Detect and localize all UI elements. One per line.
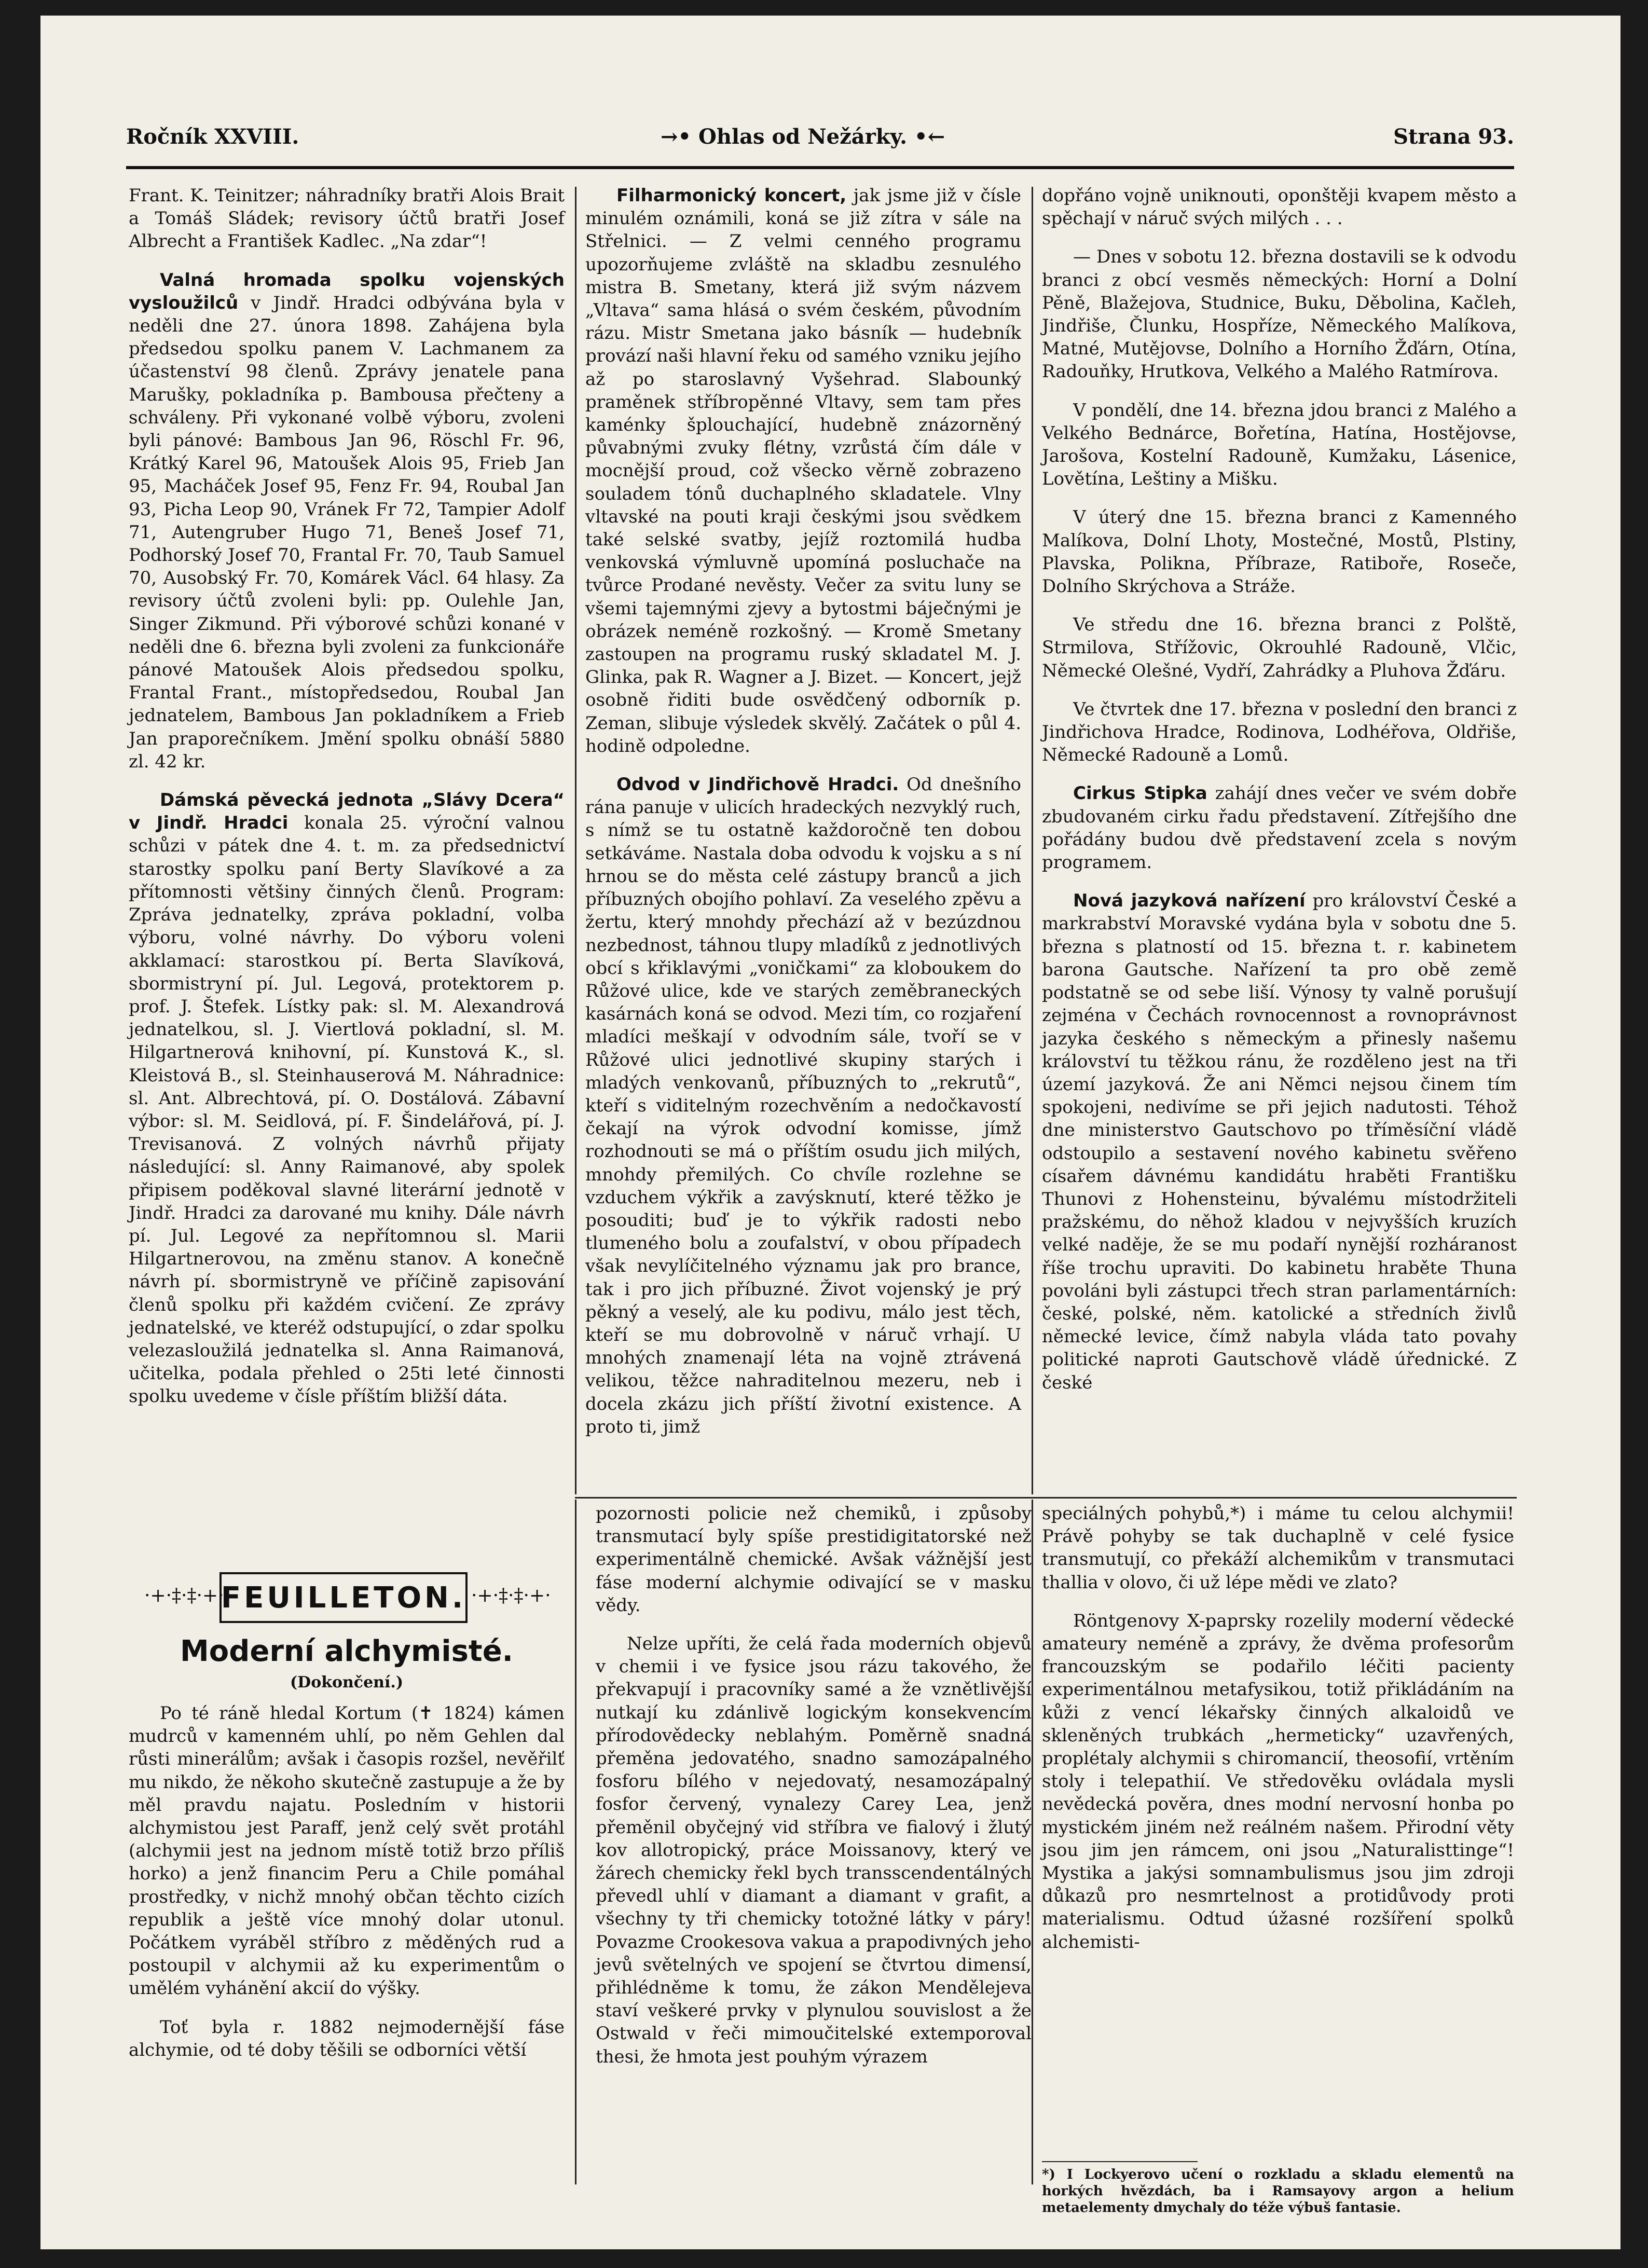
page-number: Strana 93. — [1393, 125, 1514, 149]
feuilleton-banner — [144, 1562, 551, 1629]
article-text: zahájí dnes večer ve svém dobře zbudovaném cirku řadu představení. Zítřejšího dne pořádány budou dvě představení zcela s novým programem. — [1042, 783, 1517, 873]
paragraph: Ve čtvrtek dne 17. března v poslední den branci z Jindřichova Hradce, Rodinova, Lodhéřova, Oldřiše, Německé Radouně a Lomů. — [1042, 698, 1517, 766]
header-rule — [126, 166, 1514, 169]
ornament-right: ·+·‡·‡·+· — [471, 1585, 551, 1606]
footnote: *) I Lockyerovo učení o rozkladu a skladu elementů na horkých hvězdách, ba i Ramsayovy argon a helium metaelementy dmychaly do téže výbuš fantasie. — [1042, 2167, 1514, 2216]
article-heading: Filharmonický koncert, — [616, 185, 847, 206]
column-divider — [1032, 1500, 1033, 2184]
paragraph: V úterý dne 15. března branci z Kamenného Malíkova, Dolní Lhoty, Mostečné, Mostů, Plstiny, Plavska, Polikna, Příbraze, Ratiboře, Roseče, Dolního Skrýchova a Stráže. — [1042, 507, 1517, 597]
column-divider — [575, 1500, 576, 2184]
article-text: v Jindř. Hradci odbývána byla v neděli dne 27. února 1898. Zahájena byla předsedou spolku panem V. Lachmanem za účastenství 98 členů. Zprávy jenatele pana Marušky, pokladníka p. Bambousa přečteny a schváleny. Při vykonané volbě výboru, zvoleni byli pánové: Bambous Jan 96, Röschl Fr. 96, Krátký Karel 96, Matoušek Alois 95, Frieb Jan 95, Macháček Josef 95, Fenz Fr. 94, Roubal Jan 93, Picha Leop 90, Vránek Fr 72, Tampier Adolf 71, Autengruber Hugo 71, Beneš Josef 71, Podhorský Josef 70, Frantal Fr. 70, Taub Samuel 70, Ausobský Fr. 70, Komárek Václ. 64 hlasy. Za revisory účtů zvoleni byli: pp. Oulehle Jan, Singer Zikmund. Při výborové schůzi konané v neděli dne 6. března byli zvoleni za funkcionáře pánové Matoušek Alois předsedou spolku, Frantal Frant., místopředsedou, Roubal Jan jednatelem, Bambous Jan pokladníkem a Frieb Jan praporečníkem. Jmění spolku obnáší 5880 zl. 42 kr. — [129, 292, 565, 772]
feuilleton-title: Moderní alchymisté. — [180, 1634, 513, 1668]
paragraph — [585, 184, 1021, 758]
masthead-title: →• Ohlas od Nežárky. •← — [661, 125, 945, 149]
section-rule — [575, 1497, 1517, 1499]
article-text: Od dnešního rána panuje v ulicích hradeckých nezvyklý ruch, s nímž se tu ostatně každoročně ten dobou setkáváme. Nastala doba odvodu k vojsku a s ní hrnou se do města celé zástupy branců a jich příbuzných obojího pohlaví. Za veselého zpěvu a žertu, který mnohdy přechází až v bezúzdnou nezbednost, táhnou tlupy mladíků z jednotlivých obcí s křiklavými „voničkami“ za kloboukem do Růžové ulice, kde ve starých zeměbraneckých kasárnách koná se odvod. Mezi tím, co rozjaření mladíci meškají v odvodním sále, tvoří se v Růžové ulici jednotlivé skupiny starých i mladých venkovanů, příbuzných to „rekrutů“, kteří s viditelným rozechvěním a nedočkavostí čekají na výrok odvodní komisse, jímž rozhodnouti se má o příštím osudu jich milých, mnohdy přemilých. Co chvíle rozlehne se vzduchem výkřik a zavýsknutí, které těžko je posouditi; buď je to výkřik radosti nebo tlumeného bolu a zoufalství, v obou případech však nevylíčitelného významu jak pro brance, tak i pro jich příbuzné. Život vojenský je prý pěkný a veselý, ale ku podivu, málo jest těch, kteří se mu dobrovolně v náruč vrhají. U mnohých znamenají léta na vojně ztrávená velikou, těžce nahraditelnou mezeru, neb i docela zkázu jich příští životní existence. A proto ti, jimž — [585, 774, 1022, 1437]
paragraph: dopřáno vojně uniknouti, oponštěji kvapem město a spěchají v náruč svých milých . . . — [1042, 185, 1517, 229]
paragraph — [585, 773, 1021, 1438]
column-divider — [1032, 187, 1033, 1494]
article-text: jak jsme již v čísle minulém oznámili, koná se již zítra v sále na Střelnici. — Z velmi cenného programu upozorňujeme zvláště na skladbu zesnulého mistra B. Smetany, která již svým názvem „Vltava“ sama hlásá o svém českém, původním rázu. Mistr Smetana jako básník — hudebník provází naši hlavní řeku od samého vzniku jejího až po staroslavný Vyšehrad. Slabounký praměnek stříbropěnné Vltavy, sem tam přes kaménky šplouchající, hudebně znázorněný půvabnými zvuky flétny, vzrůstá čím dále v mocnější proud, což všecko věrně zobrazeno souladem tónů duchaplného skladatele. Vlny vltavské na pouti kraji českými jsou svědkem také selské svatby, jejíž roztomilá hudba venkovská výmluvně upomíná posluchače na tvůrce Prodané nevěsty. Večer za svitu luny se všemi tajemnými zjevy a bytostmi báječnými je obrázek neméně rozkošný. — Kromě Smetany zastoupen na programu ruský skladatel M. J. Glinka, pak R. Wagner a J. Bizet. — Koncert, jejž osobně řiditi bude osvědčený odborník p. Zeman, slibuje výsledek skvělý. Začátek o půl 4. hodině odpoledne. — [585, 185, 1021, 757]
running-header — [126, 119, 1514, 161]
article-text: konala 25. výroční valnou schůzi v pátek dne 4. t. m. za předsednictví starostky spolku paní Berty Slavíkové a za přítomnosti většiny činných členů. Program: Zpráva jednatelky, zpráva pokladní, volba výboru, volné návrhy. Do výboru voleni akklamací: starostkou pí. Berta Slavíková, sbormistryní pí. Jul. Legová, protektorem p. prof. J. Štefek. Lístky pak: sl. M. Alexandrová jednatelkou, sl. J. Viertlová pokladní, sl. M. Hilgartnerová knihovní, pí. Kunstová K., sl. Kleistová B., sl. Steinhauserová M. Náhradnice: sl. Ant. Albrechtová, pí. O. Dostálová. Zábavní výbor: sl. M. Seidlová, pí. F. Šindelářová, pí. J. Trevisanová. Z volných návrhů přijaty následující: sl. Anny Raimanové, aby spolek připisem poděkoval slavné literární jednotě v Jindř. Hradci za darované mu knihy. Dále návrh pí. Jul. Legové za nepřítomnou sl. Marii Hilgartnerovou, na změnu stanov. A konečně návrh pí. sbormistryně ve příčině zapisování členů spolku při každém cvičení. Ze zprávy jednatelské, ve kteréž odstupující, o zdar spolku velezasloužilá jednatelka sl. Anna Raimanová, učitelka, podala přehled o 25ti leté činnosti spolku uvedeme v čísle příštím bližší dáta. — [129, 813, 565, 1407]
feuilleton-column-2 — [596, 1502, 1032, 2187]
paragraph — [129, 789, 565, 1408]
paragraph: Ve středu dne 16. března branci z Polště, Strmilova, Střížovic, Okrouhlé Radouně, Vlčic, Německé Olešné, Vydří, Zahrádky a Pluhova Žďáru. — [1042, 614, 1517, 681]
paragraph: Po té ráně hledal Kortum (✝ 1824) kámen mudrců v kamenném uhlí, po něm Gehlen dal růsti minerálům; avšak i časopis rozšel, nevěřilť mu nikdo, že někoho skutečně zastupuje a že by měl pravdu najatu. Posledním v historii alchymistou jest Paraff, jenž celý svět protáhl (alchymii jest na jednom místě totiž brzo příliš horko) a jenž financim Peru a Chile pomáhal prostředky, v nichž mnohý občan těchto cizích republik a ještě více mnohý dolar utonul. Počátkem vyráběl stříbro z měděných rud a postoupil v alchymii až ku experimentům o umělém vyhánění akcií do výšky. — [129, 1703, 565, 1999]
paragraph: speciálných pohybů,*) i máme tu celou alchymii! Právě pohyby se tak duchaplně v celé fysice transmutují, co překáží alchemikům v transmutaci thallia v olovo, či už lépe mědi ve zlato? — [1042, 1503, 1514, 1593]
column-1 — [129, 184, 565, 1407]
paragraph: Frant. K. Teinitzer; náhradníky bratři Alois Brait a Tomáš Sládek; revisory účtů bratři Josef Albrecht a František Kadlec. „Na zdar“! — [129, 185, 565, 252]
paragraph: Toť byla r. 1882 nejmodernější fáse alchymie, od té doby těšili se odborníci větší — [129, 2016, 565, 2060]
article-heading: Cirkus Stipka — [1073, 783, 1207, 804]
article-heading: Odvod v Jindřichově Hradci. — [616, 774, 899, 795]
volume-label: Ročník XXVIII. — [126, 125, 299, 149]
article-heading: Dámská pěvecká jednota „Slávy Dcera“ v Jindř. Hradci — [129, 790, 565, 834]
feuilleton-label: FEUILLETON. — [219, 1572, 468, 1623]
paragraph — [1042, 889, 1517, 1394]
article-heading: Nová jazyková nařízení — [1073, 890, 1306, 912]
ornament-left: ·+·‡·‡·+· — [144, 1585, 224, 1606]
paragraph: V pondělí, dne 14. března jdou branci z Malého a Velkého Bednárce, Bořetína, Hatína, Hostějovse, Jarošova, Kostelní Radouně, Kumžaku, Lásenice, Lovětína, Leštiny a Mišku. — [1042, 400, 1517, 490]
paragraph — [129, 269, 565, 773]
feuilleton-column-3 — [1042, 1502, 1514, 2156]
article-text: pro království České a markrabství Moravské vydána byla v sobotu dne 5. března s platností od 15. března t. r. kabinetem barona Gautsche. Nařízení ta pro obě země podstatně se od sebe liší. Výnosy ty valně porušují zejména v Čechách rovnocennost a rovnoprávnost jazyka českého s německým a přinesly našemu království tu těžkou ránu, že rozděleno jest na tři území jazyková. Že ani Němci nejsou činem tím spokojeni, nedivíme se při jejich nadutosti. Téhož dne ministerstvo Gautschovo po tříměsíční vládě odstoupilo a sestavení nového kabinetu svěřeno císařem dávnému kandidátu hraběti Františku Thunovi z Hohensteinu, bývalému místodržiteli pražskému, do něhož kladou v nejvyšších kruzích velké naděje, že se mu podaří nynější rozháranost říše trochu upraviti. Do kabinetu hraběte Thuna povoláni byli zástupci třech stran parlamentárních: české, polské, něm. katolické a středních živlů německé levice, čímž nabyla vláda tato povahy politické naproti Gautschově vládě úřednické. Z české — [1042, 890, 1517, 1393]
paragraph: Röntgenovy X-paprsky rozelily moderní vědecké amateury neméně a zprávy, že dvěma profesorům francouzským se podařilo léčiti pacienty experimentálnou metafysikou, totiž přikládáním na kůži z vencí lékařsky činných alkaloidů ve skleněných trubkách „hermeticky“ uzavřených, proplétaly alchymii s chiromancií, theosofií, vrtěním stoly i telepathií. Ve středověku ovládala mysli nevědecká pověra, dnes modní nervosní honba po mystickém jiném než reálném našem. Přirodní věty jsou jim jen rámcem, oni jsou „Naturalisttinge“! Mystika a jakýsi somnambulismus jsou jim zdroji důkazů pro nesmrtelnost a protidůvody proti materialismu. Odtud úžasné rozšíření spolků alchemisti- — [1042, 1610, 1514, 1953]
column-3 — [1042, 184, 1517, 1453]
paragraph — [1042, 782, 1517, 874]
footnote-rule — [1042, 2161, 1198, 2162]
paragraph: — Dnes v sobotu 12. března dostavili se k odvodu branci z obcí vesměs německých: Horní a Dolní Pěně, Blažejova, Studnice, Buku, Děbolina, Kačleh, Jindřiše, Člunku, Hospříze, Německého Malíkova, Matné, Mutějovse, Dolního a Horního Žďárn, Otína, Radouňky, Hrutkova, Velkého a Malého Ratmírova. — [1042, 246, 1517, 382]
column-divider — [575, 187, 576, 1494]
paragraph: Nelze upříti, že celá řada moderních objevů v chemii i ve fysice jsou rázu takového, že překvapují i pracovníky samé a že vznětlivější nutkají ku zdánlivě logickým konsekvencím přírodovědecky neblahým. Poměrně snadná přeměna jedovatého, snadno samozápalného fosforu bílého v nejedovatý, nesamozápalný fosfor červený, vynalezy Carey Lea, jenž přeměnil obyčejný vid stříbra ve fialový i žlutý kov allotropický, práce Moissanovy, který ve žárech chemicky řekl bych transscendentálných převedl uhlí v diamant a diamant v grafit, a všechny ty tři chemicky totožné látky v páry! Povazme Crookesova vakua a prapodivných jeho jevů světelných ve spojení se čtvrtou dimensí, přihlédněme k tomu, že zákon Mendělejeva staví veškeré prvky v plynulou souvislost a že Ostwald v řeči mimoučitelské extemporoval thesi, že hmota jest pouhým výrazem — [596, 1633, 1032, 2067]
paragraph: pozornosti policie než chemiků, i způsoby transmutací byly spíše prestidigitatorské než experimentálně chemické. Avšak vážnější jest fáse moderní alchymie odivající se v masku vědy. — [596, 1503, 1032, 1616]
feuilleton-subtitle: (Dokončení.) — [290, 1673, 404, 1692]
page-content — [40, 16, 1620, 2249]
article-heading: Valná hromada spolku vojenských vysloužilců — [129, 269, 565, 313]
column-2 — [585, 184, 1021, 1494]
newspaper-page — [40, 16, 1620, 2249]
feuilleton-column-1 — [129, 1702, 565, 2205]
